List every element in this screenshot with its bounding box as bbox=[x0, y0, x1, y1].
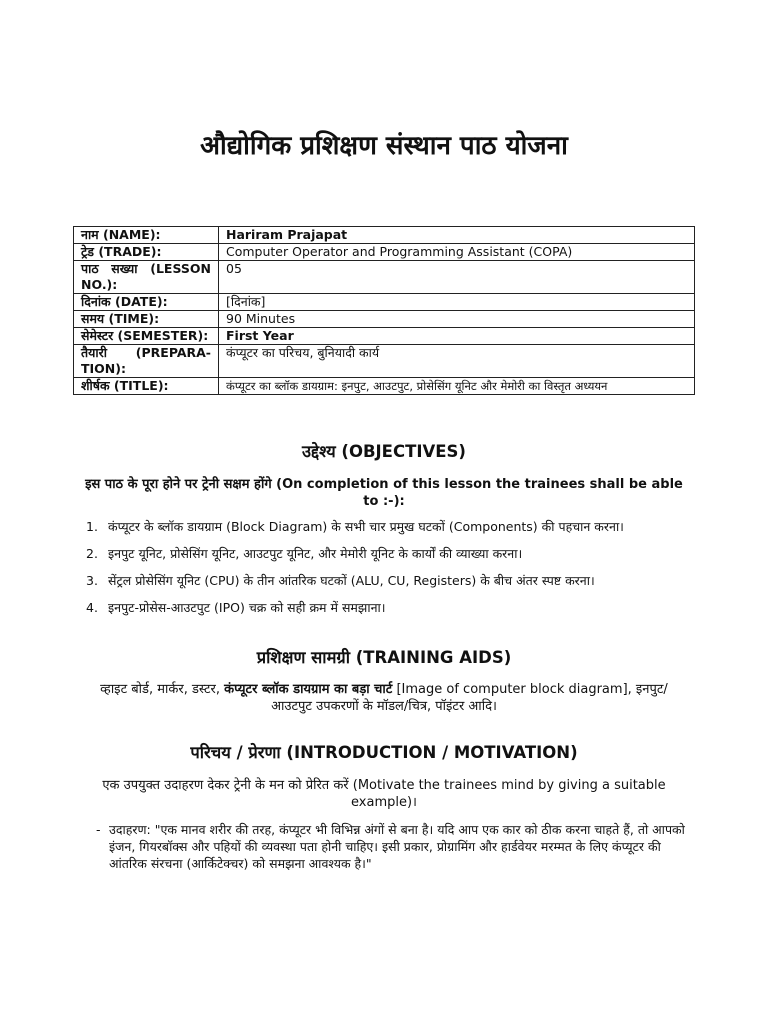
date-value: [दिनांक] bbox=[219, 294, 695, 311]
example-text: उदाहरण: "एक मानव शरीर की तरह, कंप्यूटर भी विभिन्न अंगों से बना है। यदि आप एक कार को ठीक करना चाहते हैं, तो आपको इंजन, गियरबॉक्स और पहियों की व्यवस्था पता होनी चाहिए। इसी प्रकार, प्रोग्रामिंग और हार्डवेयर मरम्मत के लिए कंप्यूटर की आंतरिक संरचना (आर्किटेक्चर) को समझना आवश्यक है।" bbox=[109, 822, 685, 871]
name-label: नाम (NAME): bbox=[74, 227, 219, 244]
list-item bbox=[86, 599, 696, 626]
lesson-no-label: पाठ सख्या (LESSON NO.): bbox=[74, 261, 219, 294]
table-row bbox=[74, 311, 695, 328]
table-row bbox=[74, 227, 695, 244]
training-aids-chart-highlight: कंप्यूटर ब्लॉक डायग्राम का बड़ा चार्ट bbox=[224, 682, 393, 697]
training-aids-text-part: व्हाइट बोर्ड, मार्कर, डस्टर, bbox=[100, 682, 225, 697]
objectives-heading: उद्देश्य (OBJECTIVES) bbox=[302, 442, 466, 461]
table-row bbox=[74, 328, 695, 345]
list-item bbox=[86, 518, 696, 545]
lesson-no-value: 05 bbox=[219, 261, 695, 294]
time-value: 90 Minutes bbox=[219, 311, 695, 328]
training-aids-text bbox=[80, 681, 688, 715]
table-row bbox=[74, 345, 695, 378]
list-item bbox=[86, 572, 696, 599]
objective-text: सेंट्रल प्रोसेसिंग यूनिट (CPU) के तीन आंतरिक घटकों (ALU, CU, Registers) के बीच अंतर स्पष्ट करना। bbox=[108, 573, 595, 588]
list-number: 3. bbox=[86, 573, 98, 588]
semester-value: First Year bbox=[219, 328, 695, 345]
lesson-info-table bbox=[73, 226, 695, 395]
bullet-dash: - bbox=[96, 822, 101, 837]
objective-text: कंप्यूटर के ब्लॉक डायग्राम (Block Diagram) के सभी चार प्रमुख घटकों (Components) की पहचान करना। bbox=[108, 519, 624, 534]
semester-label: सेमेस्टर (SEMESTER): bbox=[74, 328, 219, 345]
list-number: 2. bbox=[86, 546, 98, 561]
table-row bbox=[74, 294, 695, 311]
training-aids-text-part: [Image of computer block diagram], इनपुट/आउटपुट उपकरणों के मॉडल/चित्र, पॉइंटर आदि। bbox=[271, 682, 668, 714]
list-number: 1. bbox=[86, 519, 98, 534]
trade-label: ट्रेड (TRADE): bbox=[74, 244, 219, 261]
name-value: Hariram Prajapat bbox=[219, 227, 695, 244]
training-aids-heading: प्रशिक्षण सामग्री (TRAINING AIDS) bbox=[256, 648, 512, 667]
introduction-text: एक उपयुक्त उदाहरण देकर ट्रेनी के मन को प्रेरित करें (Motivate the trainees mind by giving a suitable example)। bbox=[102, 778, 666, 810]
list-item bbox=[86, 545, 696, 572]
date-label: दिनांक (DATE): bbox=[74, 294, 219, 311]
table-row bbox=[74, 244, 695, 261]
document-title: औद्योगिक प्रशिक्षण संस्थान पाठ योजना bbox=[200, 131, 568, 161]
preparation-value: कंप्यूटर का परिचय, बुनियादी कार्य bbox=[219, 345, 695, 378]
objective-text: इनपुट-प्रोसेस-आउटपुट (IPO) चक्र को सही क्रम में समझाना। bbox=[108, 600, 386, 615]
example-bullet-item bbox=[96, 821, 696, 872]
objectives-list bbox=[86, 518, 696, 626]
trade-value: Computer Operator and Programming Assistant (COPA) bbox=[219, 244, 695, 261]
preparation-label: तैयारी (PREPARA-TION): bbox=[74, 345, 219, 378]
objectives-intro: इस पाठ के पूरा होने पर ट्रेनी सक्षम होंगे (On completion of this lesson the trainees shall be able to :-): bbox=[85, 477, 683, 509]
list-number: 4. bbox=[86, 600, 98, 615]
title-value: कंप्यूटर का ब्लॉक डायग्राम: इनपुट, आउटपुट, प्रोसेसिंग यूनिट और मेमोरी का विस्तृत अध्ययन bbox=[219, 378, 695, 395]
objective-text: इनपुट यूनिट, प्रोसेसिंग यूनिट, आउटपुट यूनिट, और मेमोरी यूनिट के कार्यों की व्याख्या करना। bbox=[108, 546, 523, 561]
title-label: शीर्षक (TITLE): bbox=[74, 378, 219, 395]
time-label: समय (TIME): bbox=[74, 311, 219, 328]
introduction-heading: परिचय / प्रेरणा (INTRODUCTION / MOTIVATION) bbox=[190, 743, 578, 762]
table-row bbox=[74, 378, 695, 395]
table-row bbox=[74, 261, 695, 294]
